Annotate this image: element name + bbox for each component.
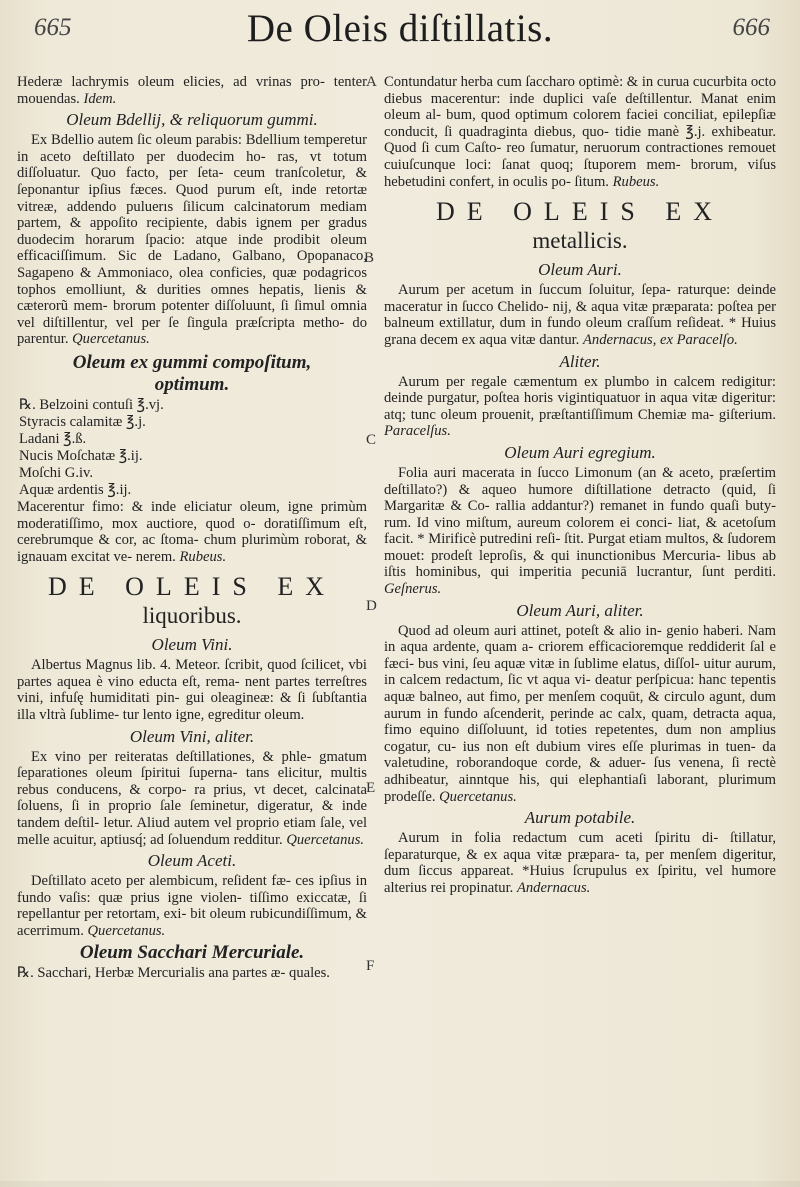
section-subheading-metallicis: metallicis. — [532, 228, 628, 254]
heading-oleum-auri-egregium: Oleum Auri egregium. — [504, 442, 656, 462]
paragraph: Folia auri macerata in ſucco Limonum (an & aceto, præſertim deſtillato?) & aqueo humore diſtillatione detracto (quid, ſi Margaritæ & Co- rallia addantur?) remanet in fundo quaſi buty- rum. Id vino miſtum, aureum colorem ei conci- liat, & acetoſum facit. * Mirificè putredini reſi- ſtit. Purgat etiam multos, & ſudorem mouet: prodeſt leproſis, & qui inunctionibus Mercuria- libus ab iſtis hominibus, qui imperitia pecuniā lucrantur, ſunt perditi. Geſnerus. — [384, 464, 776, 598]
margin-letter-d: D — [366, 598, 377, 614]
heading-gummi-compositum: Oleum ex gummi compoſitum, — [72, 351, 312, 373]
margin-letter-b: B — [364, 250, 375, 266]
paragraph: Aurum per acetum in ſuccum ſoluitur, ſepa- raturque: deinde maceratur in ſucco Chelido- nij, & aqua vitæ præparata: poſtea per balneum extillatur, dum in fundo oleum craſſum reſideat. * Huius grana decem ex aqua vitæ dantur. Andernacus, ex Paracelſo. — [384, 282, 776, 348]
paragraph: Macerentur fimo: & inde eliciatur oleum, igne primùm moderatiſſimo, mox auctiore, quod o- doratiſſimum eſt, cerebrumque & cor, ac ſtoma- chum plurimùm roborat, & ignauam excitat ve- nerem. Rubeus. — [17, 498, 367, 565]
paragraph: Albertus Magnus lib. 4. Meteor. ſcribit, quod ſcilicet, vbi partes aquea è vino educta eſt, rema- nent partes terreſtres vini, infuſę humiditati pin- gui oleagineæ: & ſi ſubſtantia illa vltrà ſublime- tur lento igne, egreditur oleum. — [17, 657, 367, 724]
heading-bdellium: Oleum Bdellij, & reliquorum gummi. — [66, 110, 318, 130]
running-title: De Oleis diſtillatis. — [246, 7, 554, 50]
recipe-line: Moſchi G.iv. — [19, 464, 94, 481]
recipe-list — [17, 397, 367, 499]
margin-letter-c: C — [366, 432, 377, 448]
section-heading-metallicis: DE OLEIS EX — [436, 197, 724, 227]
margin-letter-f: F — [366, 958, 375, 974]
paragraph: Aurum in folia redactum cum aceti ſpiritu di- ſtillatur, ſeparaturque, & ex aqua vitæ præpara- ta, per menſem digeritur, dum ſiccus appareat. *Huius ſcrupulus ex ſpiritu, vel humore alterius rei propinatur. Andernacus. — [384, 830, 776, 896]
paragraph: Contundatur herba cum ſaccharo optimè: & in curua cucurbita octo diebus macerentur: inde duplici vaſe deſtillentur. Manat enim oleum al- bum, quod optimum colorem faciei conciliat, epilepſiæ conducit, ſi quadraginta diebus, quo- tidie manè ℥.j. exhibeatur. Quod ſi cum Caſto- reo ſumatur, neruorum contractiones remouet cuiuſcunque loci: ſanat quoq; ſtuporem mem- brorum, viſus hebetudini confert, in oculis po- ſitum. Rubeus. — [384, 74, 776, 190]
paragraph: Aurum per regale cæmentum ex plumbo in calcem redigitur: deinde purgatur, poſtea horis vigintiquatuor in aqua vitæ digeritur: atq; tunc oleum prouenit, præſtantiſſimum Chemiæ ma- giſterium. Paracelſus. — [384, 373, 776, 440]
heading-oleum-sacchari: Oleum Sacchari Mercuriale. — [79, 941, 305, 963]
paragraph: Quod ad oleum auri attinet, poteſt & alio in- genio haberi. Nam in aqua ardente, quam a- criorem efficacioremque reddiderit ſal e fæci- bus vini, ſeu aquæ vitæ in ſublime elatus, diſſol- uitur aurum, in calcem redactum, ſic vt aqua vi- deatur perſpicua: hanc tepentis aquæ balneo, aut fimo, per menſem coquūt, & circulo agunt, dum aurum in fundo aſcenderit, perinde ac calx, quam, detracta aqua, fimo equino diſſoluunt, id toties repetentes, dum non amplius cogatur, cu- ius non eſt dubium vires eſſe plurimas in tuen- da valetudine, roborandoque corde, & aduer- ſus venena, ſi rectè adhibeatur, ainntque his, qui elephantiaſi laborant, plurimum prodeſſe. Quercetanus. — [384, 622, 776, 805]
right-page-number: 666 — [732, 14, 770, 41]
paragraph: ℞. Sacchari, Herbæ Mercurialis ana partes æ- quales. — [17, 964, 330, 981]
section-subheading-liquoribus: liquoribus. — [142, 603, 242, 629]
heading-aliter: Aliter. — [559, 351, 601, 371]
recipe-line: Styracis calamitæ ℥.j. — [19, 413, 146, 430]
heading-oleum-vini: Oleum Vini. — [151, 635, 233, 655]
margin-letter-e: E — [366, 780, 376, 796]
section-heading-liquoribus: DE OLEIS EX — [48, 572, 336, 602]
heading-oleum-auri: Oleum Auri. — [538, 260, 622, 280]
paragraph: Deſtillato aceto per alembicum, reſident fæ- ces ipſius in fundo vaſis: quæ prius igne violen- tiſſimo exiccatæ, ſi repellantur per retortam, exi- bit oleum rubicundiſſimum, & acerrimum. Quercetanus. — [17, 873, 367, 939]
heading-oleum-vini-aliter: Oleum Vini, aliter. — [129, 726, 255, 746]
page-edge-shade — [0, 1181, 800, 1187]
recipe-line: Ladani ℥.ß. — [19, 430, 87, 447]
heading-oleum-auri-aliter: Oleum Auri, aliter. — [516, 600, 644, 620]
heading-oleum-aceti: Oleum Aceti. — [147, 851, 237, 871]
margin-letter-a: A — [366, 74, 377, 90]
paragraph: Hederæ lachrymis oleum elicies, ad vrinas pro- tenter mouendas. Idem. — [17, 74, 367, 107]
heading-optimum: optimum. — [154, 373, 230, 395]
heading-aurum-potabile: Aurum potabile. — [524, 808, 636, 828]
left-column — [17, 74, 367, 981]
right-column — [384, 74, 776, 897]
recipe-line: ℞. Belzoini contuſi ℥.vj. — [19, 396, 164, 413]
recipe-line: Aquæ ardentis ℥.ij. — [19, 481, 132, 498]
paragraph: Ex Bdellio autem ſic oleum parabis: Bdellium temperetur in aceto deſtillato per duodecim ho- ras, vt totum diſſoluatur. Quo facto, per ſeta- ceum tranſcoletur, & ſeponantur ipſius fæces. Quod purum eſt, inde retortæ vitreæ, addendo puluerıs ſilicum calcinatorum mediam partem, & appoſito recipiente, dabis ignem per gradus duodecim horarum ſpacio: atque inde prodibit oleum efficaciſſimum. Sic de Ladano, Galbano, Opopanaco, Sagapeno & Ammoniaco, olea conficies, quæ podagricos tophos emolliunt, & durities omnes hepatis, lienis & cæterorũ mem- brorum potenter diſſoluunt, ſi ſimul omnia vel diſtillentur, vel per ſe ſingula præſcripta metho- do parentur. Quercetanus. — [17, 132, 367, 348]
paragraph: Ex vino per reiteratas deſtillationes, & phle- gmatum ſeparationes oleum ſpiritui ſuperna- tans elicitur, multis rebus conducens, & corpo- ra prius, vt decet, calcinata ſoluens, ſi in proprio ſale ſeminetur, digeratur, & inde tandem deſtil- letur. Aliud autem vel proprio etiam ſale, vel melle acuitur, aptiusq́; ad ſoluendum redditur. Quercetanus. — [17, 748, 367, 848]
left-page-number: 665 — [34, 14, 72, 41]
running-header — [0, 6, 800, 62]
recipe-line: Nucis Moſchatæ ℥.ij. — [19, 447, 143, 464]
